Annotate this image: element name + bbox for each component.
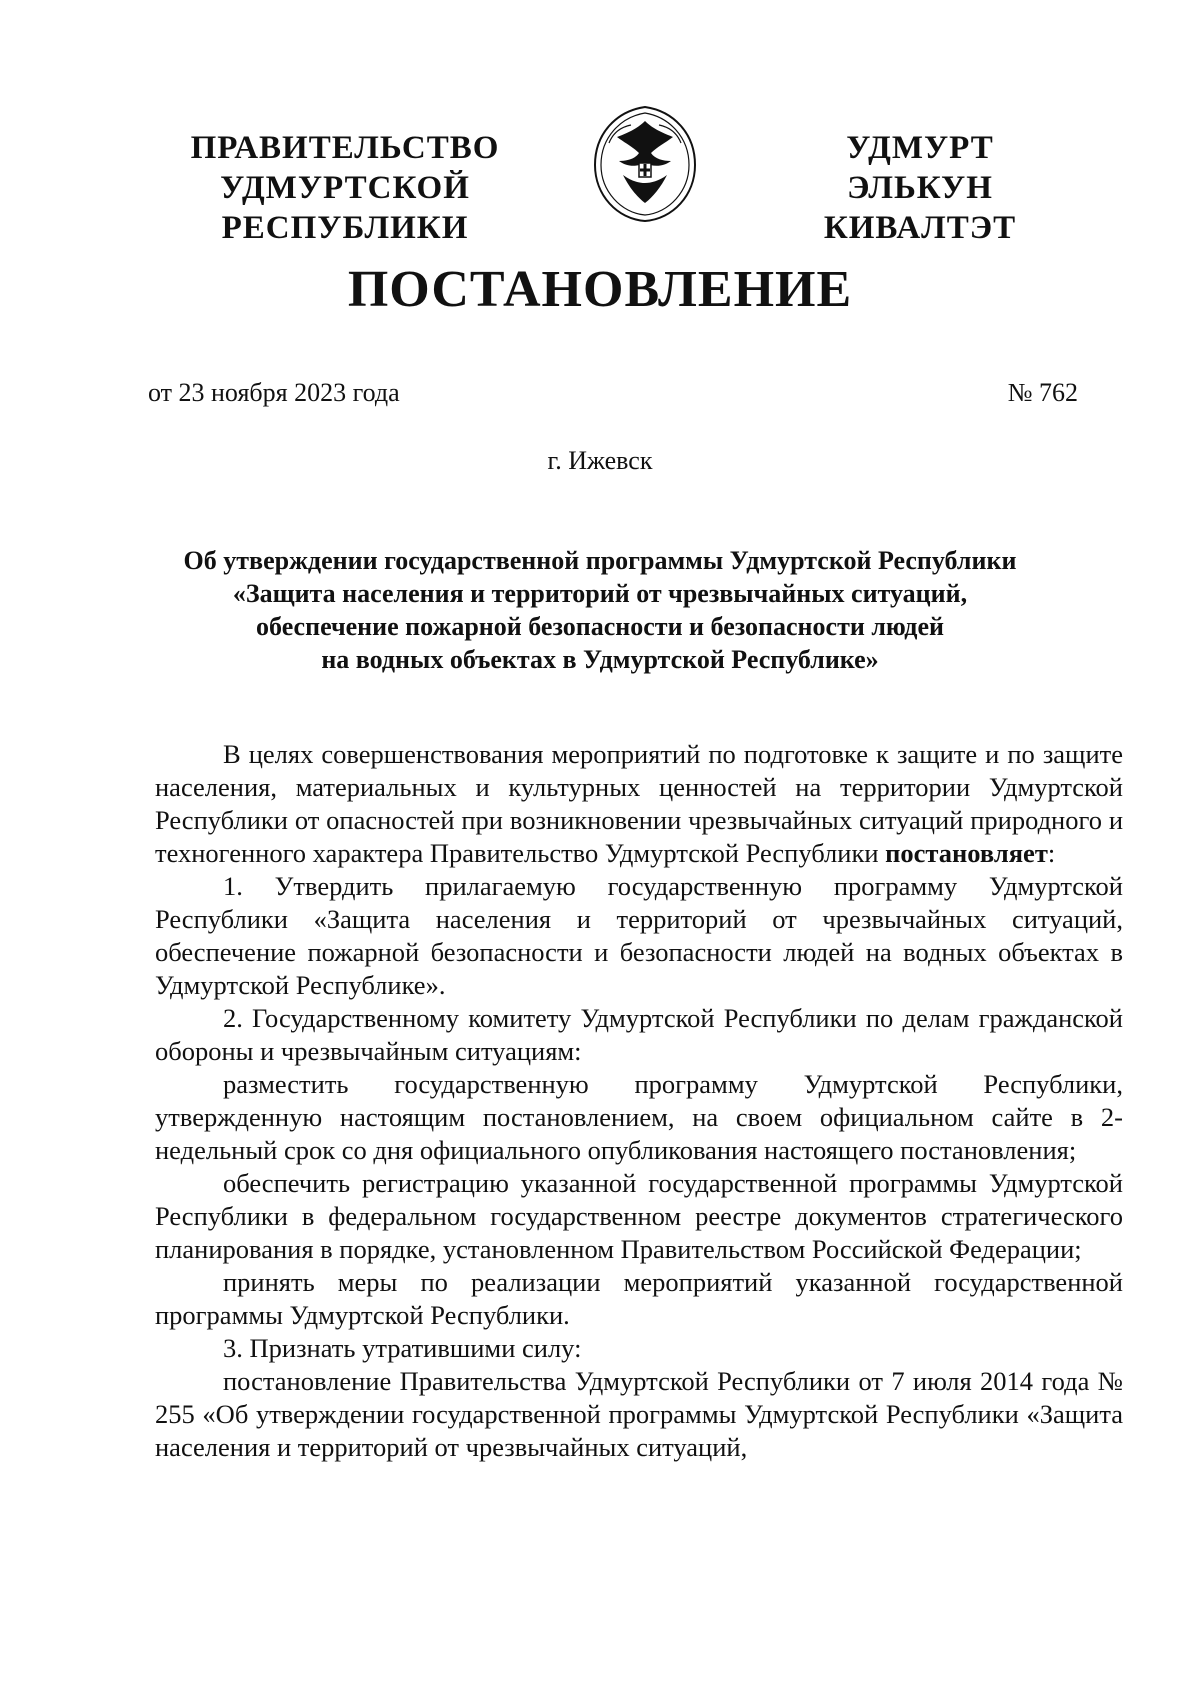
- body-paragraph: 1. Утвердить прилагаемую государственную программу Удмуртской Республики «Защита населения и территорий от чрезвычайных ситуаций, обеспечение пожарной безопасности и безопасности людей на водных объектах в Удмуртской Республике».: [155, 871, 1123, 1000]
- body-paragraph: постановление Правительства Удмуртской Республики от 7 июля 2014 года № 255 «Об утверждении государственной программы Удмуртской Республики «Защита населения и территорий от чрезвычайных ситуаций,: [155, 1366, 1123, 1462]
- heading-line: Об утверждении государственной программы Удмуртской Республики: [183, 546, 1017, 575]
- heading-line: «Защита населения и территорий от чрезвычайных ситуаций,: [232, 579, 968, 608]
- body-paragraph: принять меры по реализации мероприятий указанной государственной программы Удмуртской Республики.: [155, 1267, 1123, 1330]
- intro-end: :: [1047, 838, 1056, 868]
- coat-of-arms-emblem: [587, 103, 703, 225]
- intro-paragraph: [155, 738, 1123, 870]
- document-body: [155, 738, 1123, 1464]
- org-line: ПРАВИТЕЛЬСТВО: [190, 130, 500, 166]
- government-name-russian: [125, 128, 565, 248]
- body-paragraph: 3. Признать утратившими силу:: [223, 1333, 582, 1363]
- document-city: г. Ижевск: [547, 446, 653, 475]
- org-line: УДМУРТСКОЙ РЕСПУБЛИКИ: [220, 170, 470, 246]
- decree-verb: постановляет: [885, 838, 1048, 868]
- body-paragraph: разместить государственную программу Удмуртской Республики, утвержденную настоящим постановлением, на своем официальном сайте в 2-недельный срок со дня официального опубликования настоящего постановления;: [155, 1069, 1123, 1165]
- org-line: УДМУРТ ЭЛЬКУН: [846, 130, 994, 206]
- document-heading: [150, 544, 1050, 676]
- body-paragraph: обеспечить регистрацию указанной государственной программы Удмуртской Республики в федеральном государственном реестре документов стратегического планирования в порядке, установленном Правительством Российской Федерации;: [155, 1168, 1123, 1264]
- document-date: от 23 ноября 2023 года: [148, 378, 400, 407]
- intro-text: В целях совершенствования мероприятий по подготовке к защите и по защите населения, материальных и культурных ценностей на территории Удмуртской Республики от опасностей при возникновении чрезвычайных ситуаций природного и техногенного характера Правительство Удмуртской Республики: [155, 739, 1123, 868]
- document-number: № 762: [1007, 378, 1078, 407]
- org-line: КИВАЛТЭТ: [823, 210, 1017, 246]
- government-name-udmurt: [770, 128, 1070, 248]
- heading-line: на водных объектах в Удмуртской Республике»: [321, 645, 879, 674]
- heading-line: обеспечение пожарной безопасности и безопасности людей: [256, 612, 944, 641]
- document-type-title: ПОСТАНОВЛЕНИЕ: [347, 261, 853, 318]
- body-paragraph: 2. Государственному комитету Удмуртской Республики по делам гражданской обороны и чрезвычайным ситуациям:: [155, 1003, 1123, 1066]
